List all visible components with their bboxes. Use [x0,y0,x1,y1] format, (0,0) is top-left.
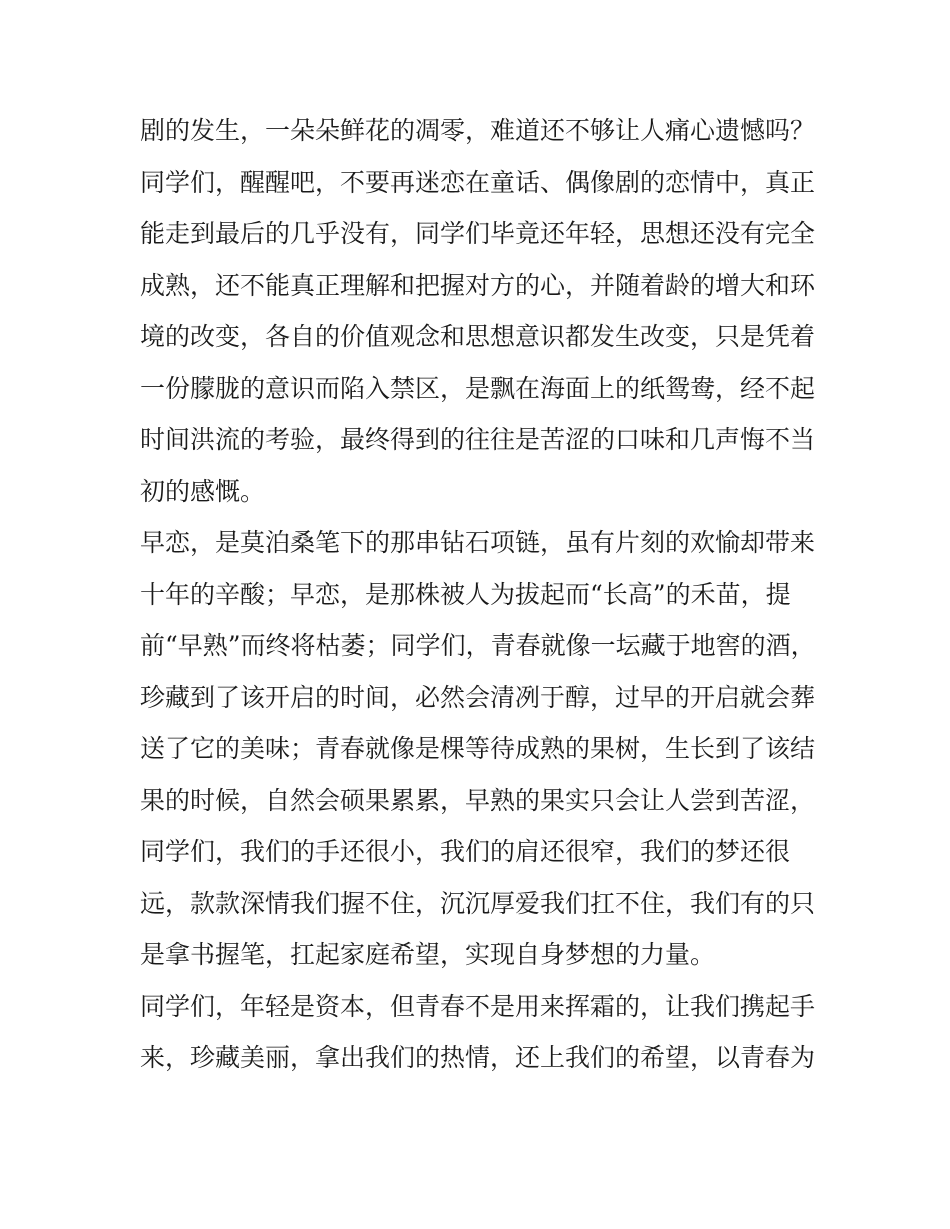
text-line-2: 同学们，醒醒吧，不要再迷恋在童话、偶像剧的恋情中，真正 [140,167,816,197]
body-text [140,105,820,1084]
text-line-15: 同学们，我们的手还很小，我们的肩还很窄，我们的梦还很 [140,837,791,866]
text-line-8: 初的感慨。 [140,476,266,506]
text-line-9: 早恋，是莫泊桑笔下的那串钻石项链，虽有片刻的欢愉却带来 [140,528,816,557]
text-line-6: 一份朦胧的意识而陷入禁区，是飘在海面上的纸鸳鸯，经不起 [140,373,816,403]
text-line-7: 时间洪流的考验，最终得到的往往是苦涩的口味和几声悔不当 [140,425,816,454]
text-line-16: 远，款款深情我们握不住，沉沉厚爱我们扛不住，我们有的只 [140,888,816,918]
text-line-1: 剧的发生，一朵朵鲜花的凋零，难道还不够让人痛心遗憾吗？ [140,116,816,145]
text-line-13: 送了它的美味；青春就像是棵等待成熟的果树，生长到了该结 [140,734,816,763]
text-line-19: 来，珍藏美丽，拿出我们的热情，还上我们的希望，以青春为 [140,1043,816,1072]
text-line-17: 是拿书握笔，扛起家庭希望，实现自身梦想的力量。 [140,940,716,969]
text-line-5: 境的改变，各自的价值观念和思想意识都发生改变，只是凭着 [140,322,816,351]
text-line-12: 珍藏到了该开启的时间，必然会清冽于醇，过早的开启就会葬 [140,682,816,712]
text-line-14: 果的时候，自然会硕果累累，早熟的果实只会让人尝到苦涩， [140,785,816,815]
text-line-3: 能走到最后的几乎没有，同学们毕竟还年轻，思想还没有完全 [140,219,816,248]
text-line-10: 十年的辛酸；早恋，是那株被人为拔起而“长高”的禾苗，提 [140,579,791,609]
text-line-11: 前“早熟”而终将枯萎；同学们，青春就像一坛藏于地窖的酒， [140,631,816,660]
text-line-18: 同学们，年轻是资本，但青春不是用来挥霜的，让我们携起手 [140,991,816,1021]
text-line-4: 成熟，还不能真正理解和把握对方的心，并随着龄的增大和环 [140,270,816,300]
